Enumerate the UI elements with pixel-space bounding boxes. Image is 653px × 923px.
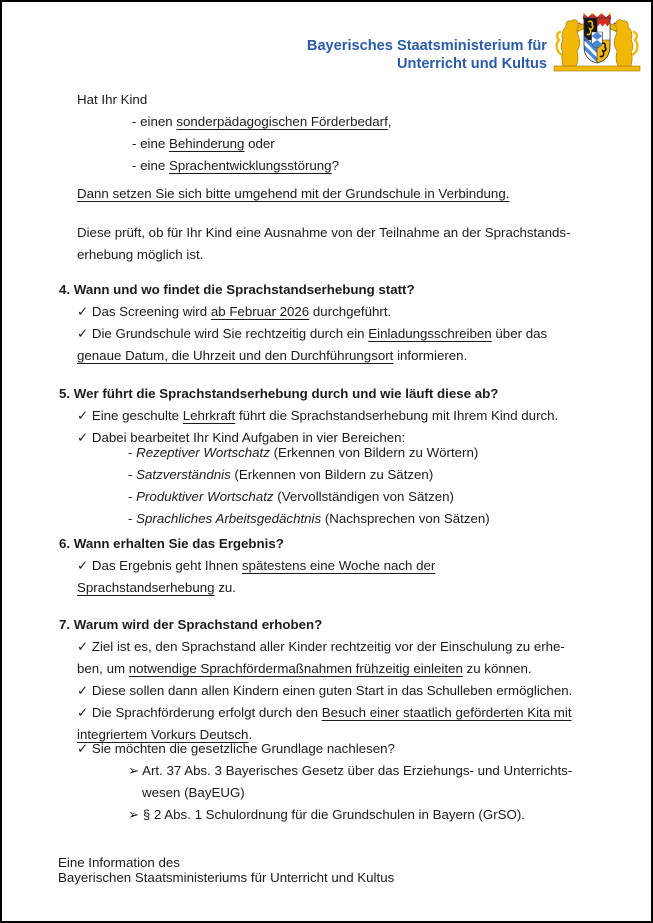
text-run: ✓ Diese sollen dann allen Kindern einen guten Start in das Schulleben ermöglichen. — [77, 683, 573, 698]
ministry-name — [307, 38, 547, 73]
ministry-name-line1: Bayerisches Staatsministerium für — [306, 38, 547, 54]
section-6-heading — [59, 533, 637, 555]
text-line — [128, 464, 637, 486]
text-run: ✓ Sie möchten die gesetzliche Grundlage nachlesen? — [77, 741, 395, 756]
list-item — [77, 636, 637, 680]
text-line — [77, 323, 637, 345]
text-run: Sprachentwicklungsstörung — [168, 158, 332, 173]
text-line — [128, 804, 637, 826]
text-run: informieren. — [393, 348, 468, 363]
text-run: - — [128, 511, 137, 526]
text-run: (Nachsprechen von Sätzen) — [321, 511, 490, 526]
text-run: Sprachliches Arbeitsgedächtnis — [136, 511, 322, 526]
text-run: (Erkennen von Bildern zu Wörtern) — [269, 445, 479, 460]
footer-line2: Bayerischen Staatsministeriums für Unterricht und Kultus — [58, 870, 395, 885]
list-item — [77, 323, 637, 367]
section-title: Wann und wo findet die Sprachstandserhebung statt? — [73, 282, 415, 297]
text-run: ben, um — [77, 661, 129, 676]
text-run: notwendige Sprachfördermaßnahmen frühzeitig einleiten — [128, 661, 463, 676]
text-run: - eine — [132, 158, 169, 173]
text-line — [132, 155, 637, 177]
text-run: genaue Datum, die Uhrzeit und den Durchführungsort — [77, 348, 394, 363]
text-line — [128, 508, 637, 530]
text-run: Sprachstandserhebung — [77, 580, 215, 595]
intro-conditions-list — [132, 111, 637, 177]
section-number: 5. — [59, 386, 71, 401]
list-item — [77, 555, 637, 599]
section-4-heading — [59, 279, 637, 301]
text-line — [132, 111, 637, 133]
text-run: durchgeführt. — [309, 304, 392, 319]
footer-line1: Eine Information des — [58, 855, 180, 870]
section-4-items — [77, 301, 637, 367]
text-run: (Erkennen von Bildern zu Sätzen) — [230, 467, 434, 482]
text-line — [77, 658, 637, 680]
list-item — [77, 680, 637, 702]
text-line — [77, 738, 637, 760]
section-4 — [59, 279, 637, 367]
text-run: Dann setzen Sie sich bitte umgehend mit der Grundschule in Verbindung. — [77, 186, 510, 201]
text-line — [128, 442, 637, 464]
text-run: ✓ Das Screening wird — [77, 304, 211, 319]
text-line — [77, 405, 637, 427]
list-item — [128, 760, 637, 804]
text-run: Besuch einer staatlich geförderten Kita mit — [321, 705, 572, 720]
text-line — [77, 244, 637, 266]
section-5 — [59, 383, 637, 530]
section-5-heading — [59, 383, 637, 405]
section-title: Wer führt die Sprachstandserhebung durch und wie läuft diese ab? — [73, 386, 499, 401]
section-7-items — [77, 636, 637, 760]
text-run: Behinderung — [168, 136, 245, 151]
assessment-areas-list — [128, 442, 637, 530]
text-run: sonderpädagogischen Förderbedarf — [176, 114, 388, 129]
text-run: . — [248, 727, 253, 742]
text-run: - — [128, 445, 137, 460]
text-line — [77, 222, 637, 244]
list-item — [77, 738, 637, 760]
text-run: Rezeptiver Wortschatz — [136, 445, 270, 460]
document-body — [59, 89, 637, 826]
document-footer — [58, 855, 394, 885]
list-item — [77, 405, 637, 427]
section-number: 7. — [59, 617, 71, 632]
list-item — [128, 804, 637, 826]
section-title: Warum wird der Sprachstand erhoben? — [73, 617, 323, 632]
text-run: ✓ Ziel ist es, den Sprachstand aller Kinder rechtzeitig vor der Einschulung zu erhe- — [77, 639, 565, 654]
text-run: wesen (BayEUG) — [142, 785, 245, 800]
text-run: ✓ Dabei bearbeitet Ihr Kind Aufgaben in vier Bereichen: — [77, 430, 406, 445]
text-line — [132, 133, 637, 155]
section-title: Wann erhalten Sie das Ergebnis? — [73, 536, 284, 551]
text-run: ✓ Die Sprachförderung erfolgt durch den — [77, 705, 322, 720]
text-line — [77, 577, 637, 599]
text-run: zu können. — [462, 661, 532, 676]
text-line — [128, 486, 637, 508]
text-line — [77, 702, 637, 724]
text-run: Diese prüft, ob für Ihr Kind eine Ausnahme von der Teilnahme an der Sprachstands- — [77, 225, 571, 240]
text-run: - — [128, 489, 137, 504]
text-run: ? — [331, 158, 339, 173]
text-line — [77, 636, 637, 658]
text-run: ✓ Die Grundschule wird Sie rechtzeitig durch ein — [77, 326, 369, 341]
section-6-items — [77, 555, 637, 599]
section-number: 4. — [59, 282, 71, 297]
bavarian-coat-of-arms-icon — [551, 13, 643, 75]
text-run: oder — [244, 136, 275, 151]
text-run: über das — [491, 326, 548, 341]
ministry-name-line2: Unterricht und Kultus — [397, 55, 547, 72]
text-run: (Vervollständigen von Sätzen) — [273, 489, 454, 504]
legal-references-list — [128, 760, 637, 826]
text-run: ✓ Eine geschulte — [77, 408, 183, 423]
section-7-heading — [59, 614, 637, 636]
text-line — [77, 301, 637, 323]
intro-note — [77, 222, 637, 266]
text-run: zu. — [214, 580, 236, 595]
list-item — [77, 301, 637, 323]
text-run: ➢ Art. 37 Abs. 3 Bayerisches Gesetz über das Erziehungs- und Unterrichts- — [128, 763, 573, 778]
text-line — [128, 782, 637, 804]
text-run: Einladungsschreiben — [368, 326, 492, 341]
text-run: integriertem Vorkurs Deutsch — [77, 727, 249, 742]
text-line — [128, 760, 637, 782]
text-run: führt die Sprachstandserhebung mit Ihrem Kind durch. — [235, 408, 559, 423]
text-line — [77, 345, 637, 367]
text-run: ab Februar 2026 — [210, 304, 310, 319]
text-run: erhebung möglich ist. — [77, 247, 204, 262]
section-6 — [59, 533, 637, 599]
intro-lead: Hat Ihr Kind — [77, 92, 148, 107]
text-run: - einen — [132, 114, 177, 129]
text-line — [77, 680, 637, 702]
text-run: - — [128, 467, 137, 482]
text-run: Lehrkraft — [182, 408, 236, 423]
text-run: Satzverständnis — [136, 467, 231, 482]
text-run: Produktiver Wortschatz — [136, 489, 274, 504]
text-run: ✓ Das Ergebnis geht Ihnen — [77, 558, 242, 573]
text-run: , — [387, 114, 392, 129]
section-7 — [59, 614, 637, 826]
section-number: 6. — [59, 536, 71, 551]
text-run: ➢ § 2 Abs. 1 Schulordnung für die Grundschulen in Bayern (GrSO). — [128, 807, 525, 822]
text-line — [77, 555, 637, 577]
text-run: spätestens eine Woche nach der — [241, 558, 436, 573]
text-run: - eine — [132, 136, 169, 151]
contact-instruction — [77, 183, 637, 205]
